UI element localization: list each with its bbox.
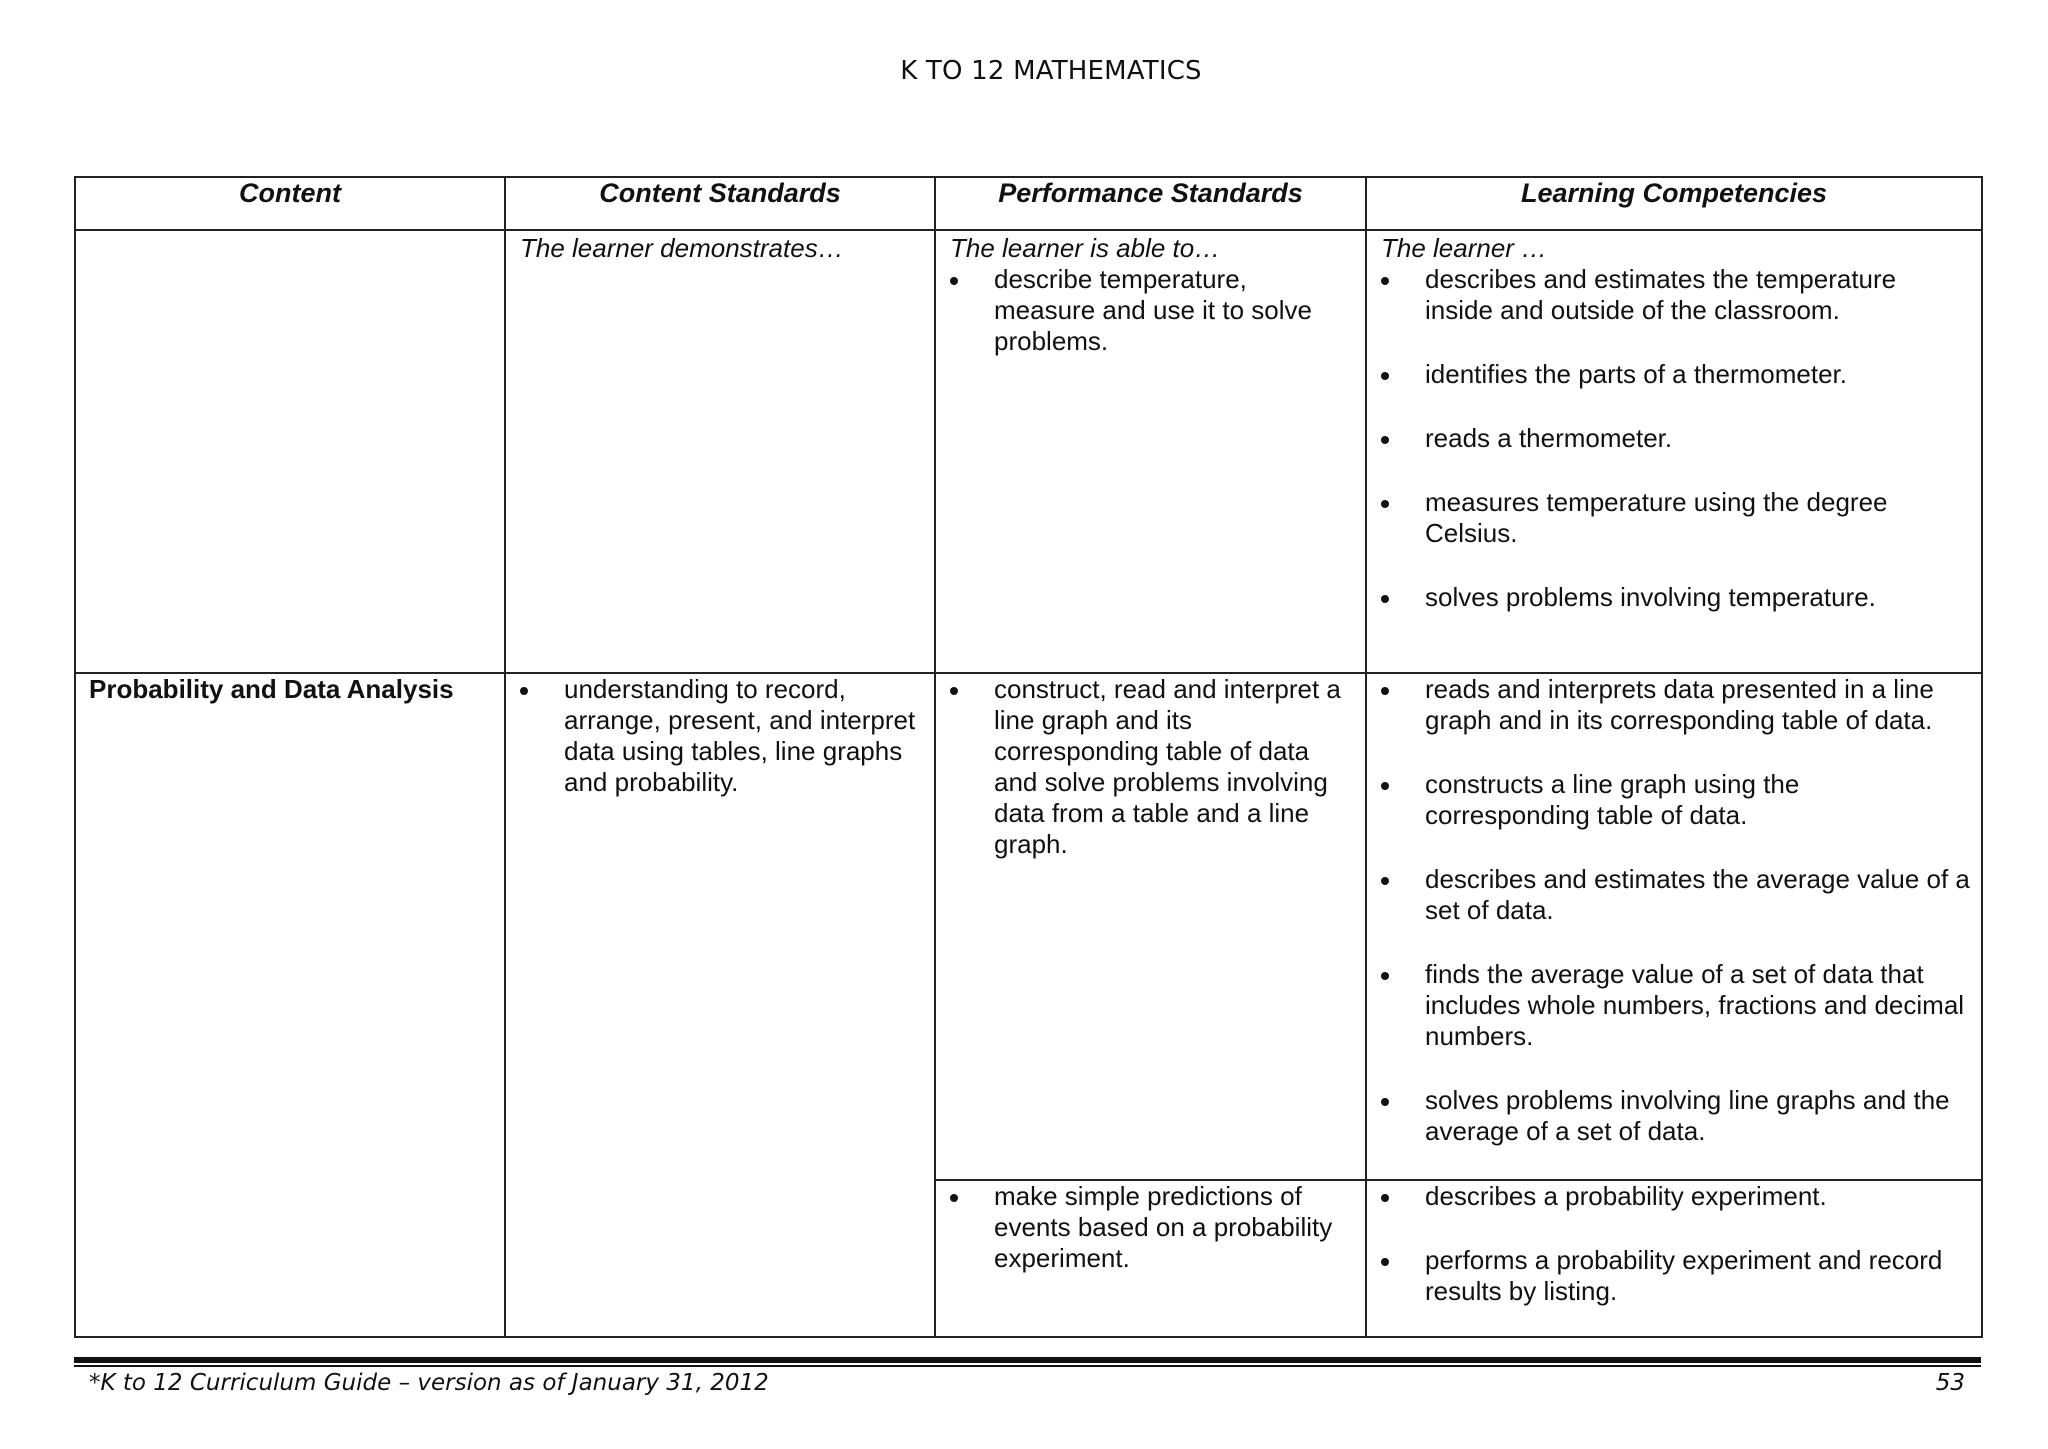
list-item: describe temperature, measure and use it to solve problems. bbox=[936, 264, 1365, 357]
bullet-icon bbox=[1381, 782, 1389, 790]
performance-list bbox=[936, 674, 1365, 860]
list-item: solves problems involving line graphs and the average of a set of data. bbox=[1367, 1085, 1981, 1147]
list-item: construct, read and interpret a line graph and its corresponding table of data and solve problems involving data from a table and a line graph. bbox=[936, 674, 1365, 860]
footer-note: *K to 12 Curriculum Guide – version as of January 31, 2012 bbox=[89, 1370, 769, 1396]
list-item: measures temperature using the degree Celsius. bbox=[1367, 487, 1981, 549]
bullet-icon bbox=[1381, 277, 1389, 285]
list-item: identifies the parts of a thermometer. bbox=[1367, 359, 1981, 390]
column-header-learning-competencies: Learning Competencies bbox=[1366, 177, 1982, 230]
table-row bbox=[75, 673, 1982, 1180]
content-standards-cell bbox=[505, 230, 935, 673]
competencies-list bbox=[1367, 1181, 1981, 1307]
bullet-icon bbox=[1381, 1098, 1389, 1106]
list-item: constructs a line graph using the corresponding table of data. bbox=[1367, 769, 1981, 831]
list-item: reads and interprets data presented in a line graph and in its corresponding table of data. bbox=[1367, 674, 1981, 736]
bullet-icon bbox=[520, 687, 528, 695]
list-item: understanding to record, arrange, present, and interpret data using tables, line graphs and probability. bbox=[506, 674, 934, 798]
bullet-icon bbox=[1381, 972, 1389, 980]
performance-standards-cell bbox=[935, 1180, 1366, 1337]
list-item: describes a probability experiment. bbox=[1367, 1181, 1981, 1212]
bullet-icon bbox=[1381, 436, 1389, 444]
bullet-icon bbox=[950, 1194, 958, 1202]
bullet-icon bbox=[1381, 687, 1389, 695]
content-cell bbox=[75, 230, 505, 673]
bullet-icon bbox=[1381, 877, 1389, 885]
bullet-icon bbox=[1381, 1194, 1389, 1202]
learning-competencies-intro: The learner … bbox=[1381, 233, 1548, 263]
performance-standards-cell bbox=[935, 673, 1366, 1180]
column-header-performance-standards: Performance Standards bbox=[935, 177, 1366, 230]
column-header-content-standards: Content Standards bbox=[505, 177, 935, 230]
learning-competencies-cell bbox=[1366, 230, 1982, 673]
bullet-icon bbox=[1381, 372, 1389, 380]
performance-standards-intro: The learner is able to… bbox=[950, 233, 1221, 263]
footer-divider-thin bbox=[74, 1365, 1981, 1367]
bullet-icon bbox=[1381, 1258, 1389, 1266]
list-item: solves problems involving temperature. bbox=[1367, 582, 1981, 613]
learning-competencies-cell bbox=[1366, 673, 1982, 1180]
performance-list bbox=[936, 264, 1365, 357]
performance-list bbox=[936, 1181, 1365, 1274]
bullet-icon bbox=[950, 687, 958, 695]
bullet-icon bbox=[1381, 595, 1389, 603]
bullet-icon bbox=[950, 277, 958, 285]
competencies-list bbox=[1367, 674, 1981, 1147]
list-item: finds the average value of a set of data that includes whole numbers, fractions and decimal numbers. bbox=[1367, 959, 1981, 1052]
bullet-icon bbox=[1381, 500, 1389, 508]
content-standards-intro: The learner demonstrates… bbox=[520, 233, 844, 263]
learning-competencies-cell bbox=[1366, 1180, 1982, 1337]
content-label: Probability and Data Analysis bbox=[89, 674, 454, 704]
content-cell bbox=[75, 673, 505, 1337]
footer-divider bbox=[74, 1357, 1981, 1363]
competencies-list bbox=[1367, 264, 1981, 613]
list-item: describes and estimates the temperature inside and outside of the classroom. bbox=[1367, 264, 1981, 326]
curriculum-table bbox=[74, 176, 1983, 1338]
list-item: reads a thermometer. bbox=[1367, 423, 1981, 454]
content-standards-list bbox=[506, 674, 934, 798]
content-standards-cell bbox=[505, 673, 935, 1337]
page-title: K TO 12 MATHEMATICS bbox=[900, 56, 1202, 86]
list-item: describes and estimates the average value of a set of data. bbox=[1367, 864, 1981, 926]
table-row bbox=[75, 230, 1982, 673]
column-header-content: Content bbox=[75, 177, 505, 230]
list-item: performs a probability experiment and record results by listing. bbox=[1367, 1245, 1981, 1307]
table-header-row bbox=[75, 177, 1982, 230]
performance-standards-cell bbox=[935, 230, 1366, 673]
list-item: make simple predictions of events based on a probability experiment. bbox=[936, 1181, 1365, 1274]
page-number: 53 bbox=[1935, 1370, 1965, 1396]
